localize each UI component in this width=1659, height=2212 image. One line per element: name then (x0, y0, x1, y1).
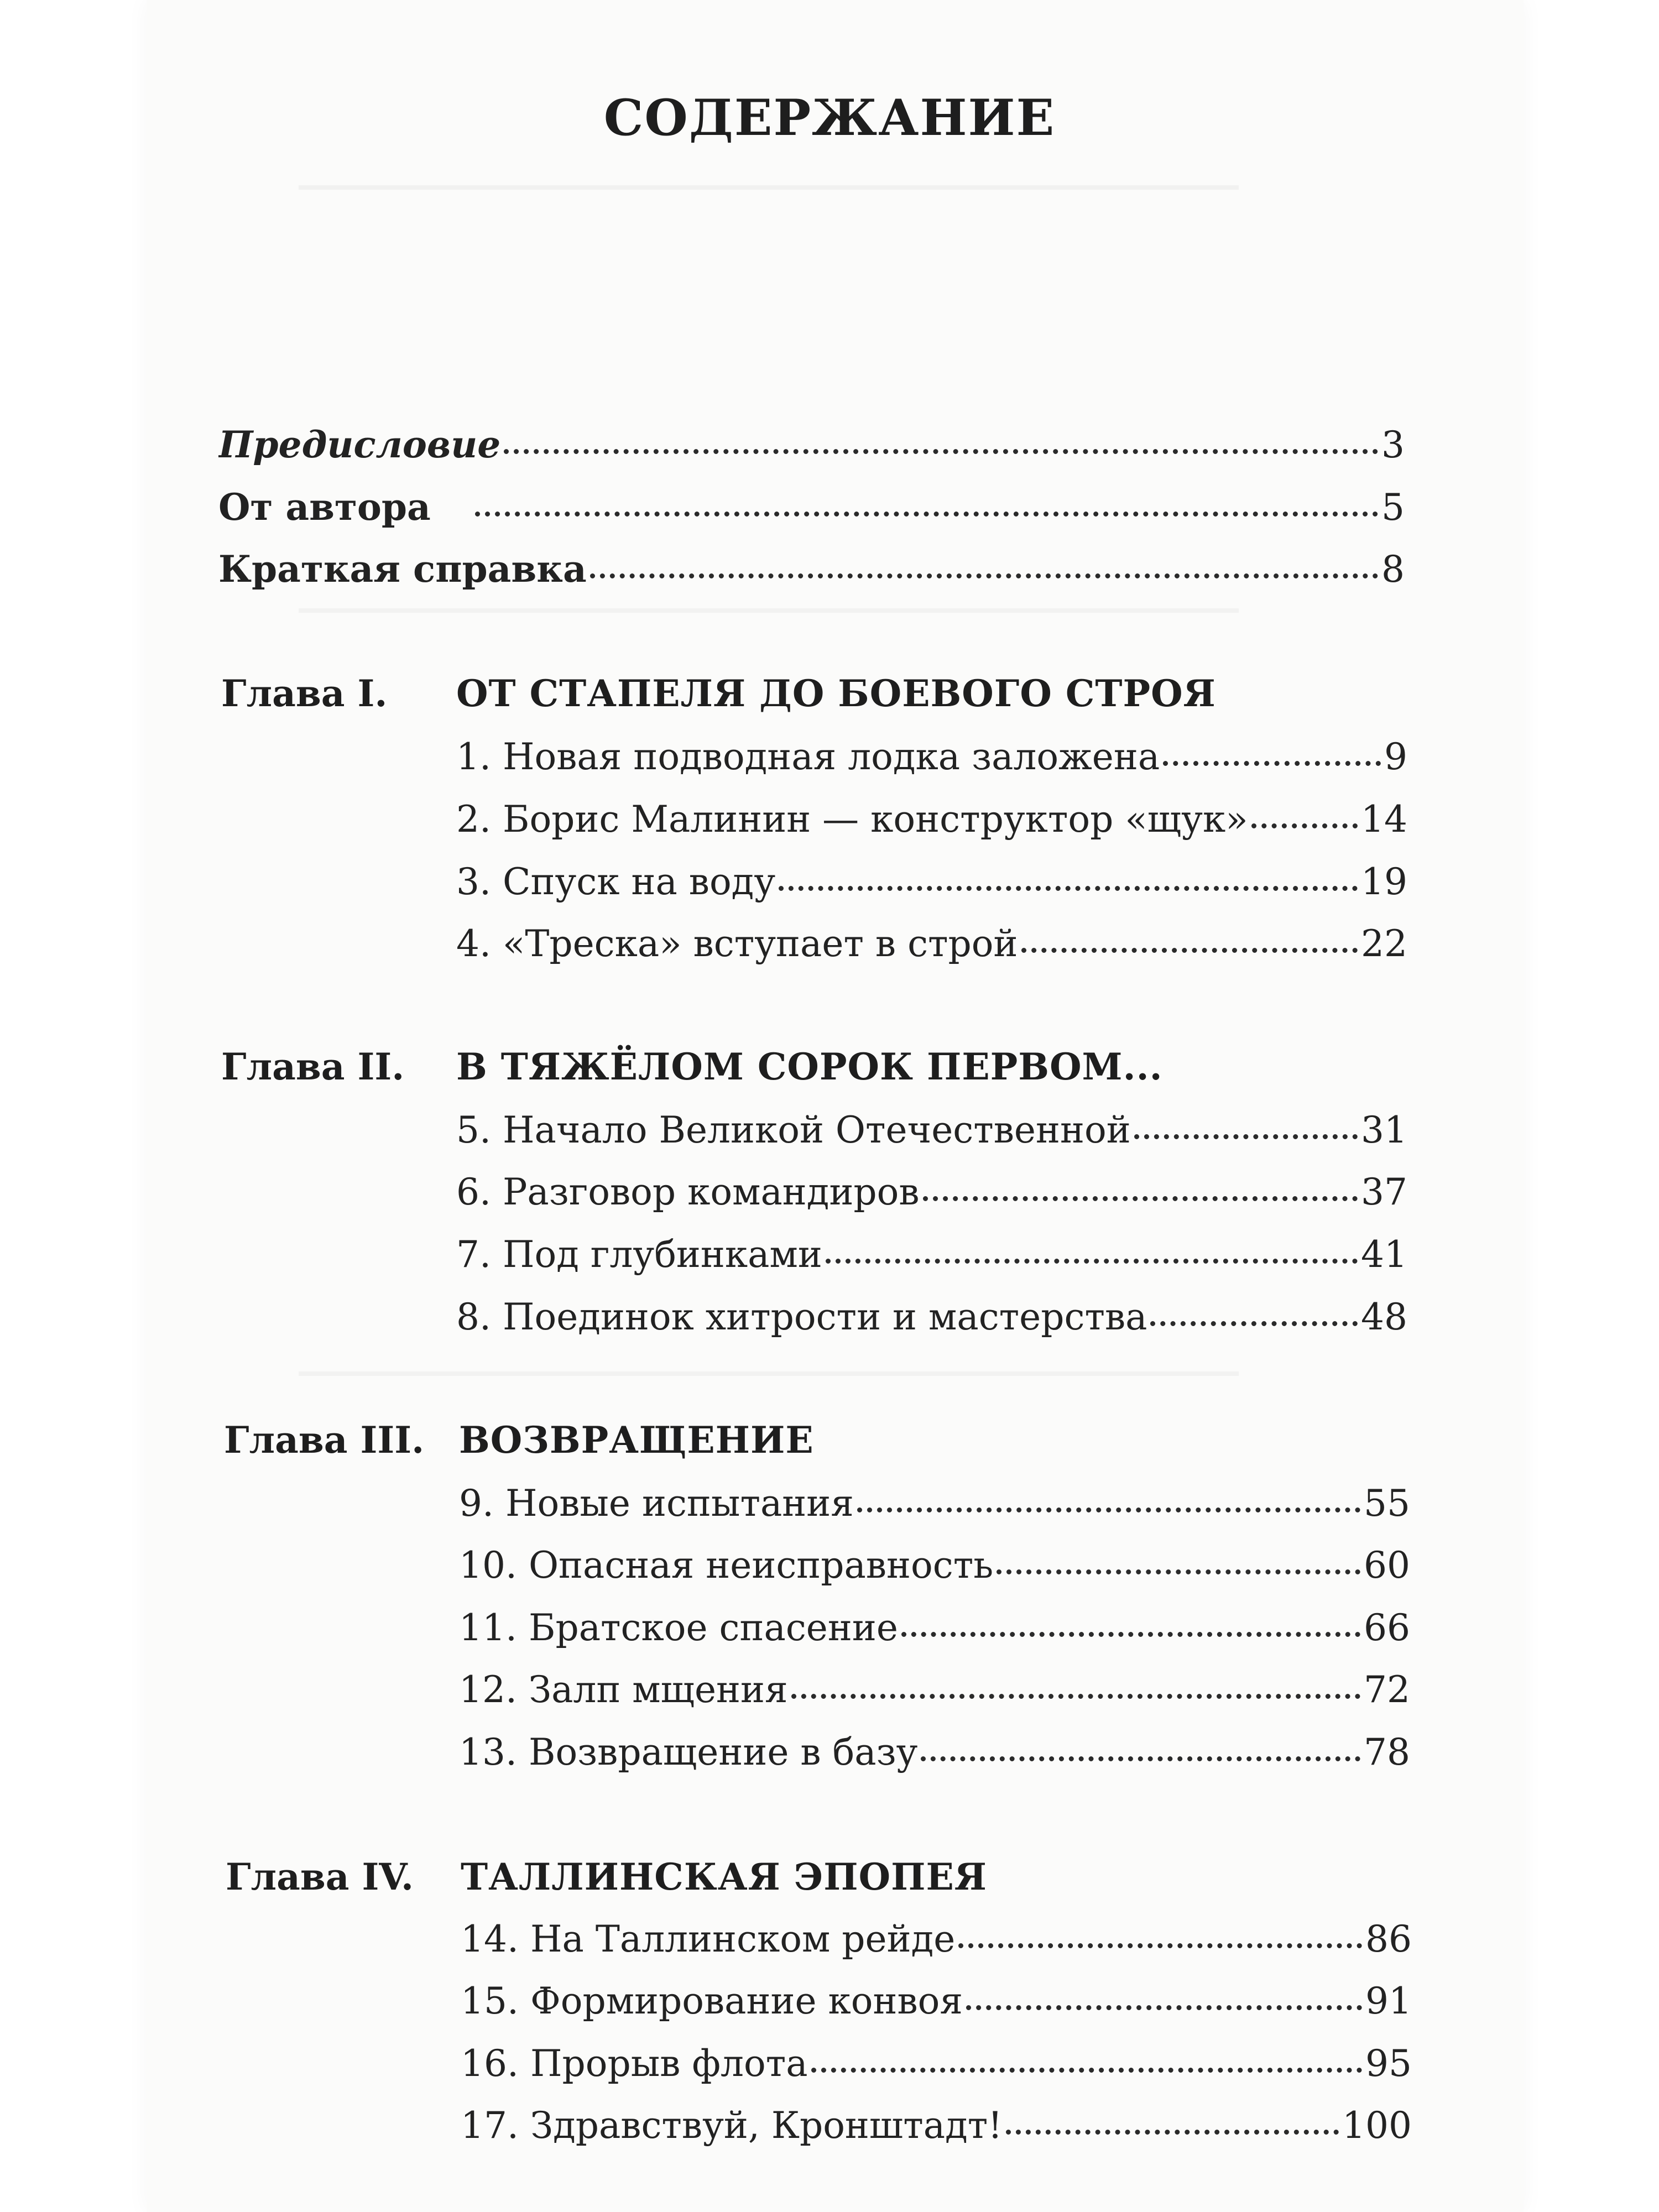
dot-leader (1021, 948, 1358, 953)
toc-entry-preface (218, 423, 1405, 478)
toc-section (459, 1482, 1410, 1537)
toc-entry-label: 7. Под глубинками (456, 1233, 822, 1276)
toc-entry-label: 16. Прорыв флота (461, 2042, 808, 2085)
toc-section (459, 1668, 1410, 1724)
dot-leader (1150, 1321, 1358, 1326)
toc-page-number: 8 (1381, 548, 1405, 591)
toc-page-number: 9 (1384, 735, 1407, 778)
dot-leader (1251, 823, 1358, 828)
dot-leader (1134, 1134, 1358, 1139)
dot-leader (923, 1196, 1358, 1201)
toc-section (456, 798, 1407, 853)
page-title: СОДЕРЖАНИЕ (603, 88, 1056, 147)
toc-section (456, 860, 1407, 916)
dot-leader (958, 1943, 1362, 1948)
chapter-label: Глава II. (221, 1045, 405, 1088)
chapter-heading (226, 1855, 1412, 1905)
toc-entry-label: 1. Новая подводная лодка заложена (456, 735, 1160, 778)
toc-entry-label: От автора (218, 486, 431, 529)
toc-section (461, 1980, 1412, 2035)
dot-leader (811, 2068, 1362, 2073)
dot-leader (1163, 761, 1381, 766)
toc-section (456, 1171, 1407, 1226)
toc-page-number: 14 (1361, 798, 1407, 841)
toc-page-number: 60 (1364, 1544, 1410, 1587)
toc-page-number: 78 (1364, 1731, 1410, 1773)
chapter-heading (221, 1045, 1407, 1095)
toc-section (459, 1731, 1410, 1786)
toc-entry-label: 2. Борис Малинин — конструктор «щук» (456, 798, 1248, 841)
toc-section (456, 922, 1407, 978)
toc-page-number: 95 (1365, 2042, 1412, 2085)
dot-leader (475, 512, 1378, 517)
toc-entry-label: 5. Начало Великой Отечественной (456, 1109, 1131, 1151)
toc-section (459, 1544, 1410, 1599)
toc-section (461, 2042, 1412, 2098)
dot-leader (791, 1694, 1360, 1699)
toc-section (459, 1606, 1410, 1662)
toc-entry-label: Краткая справка (218, 547, 587, 591)
toc-entry-label: 13. Возвращение в базу (459, 1731, 918, 1773)
dot-leader (504, 449, 1378, 454)
dot-leader (997, 1569, 1360, 1574)
toc-entry-label: Предисловие (218, 423, 501, 466)
dot-leader (966, 2005, 1362, 2010)
show-through-line (299, 608, 1239, 613)
toc-entry-summary (218, 547, 1405, 603)
toc-entry-label: 9. Новые испытания (459, 1482, 854, 1525)
toc-section (456, 1233, 1407, 1288)
toc-page-number: 31 (1361, 1109, 1407, 1151)
toc-entry-label: 10. Опасная неисправность (459, 1544, 994, 1587)
dot-leader (921, 1756, 1360, 1761)
toc-page-number: 22 (1361, 922, 1407, 965)
show-through-line (299, 185, 1239, 190)
toc-page-number: 3 (1381, 424, 1405, 466)
chapter-title: ВОЗВРАЩЕНИЕ (459, 1418, 814, 1462)
toc-page-number: 86 (1365, 1918, 1412, 1960)
toc-page-number: 66 (1364, 1606, 1410, 1649)
toc-page-number: 41 (1361, 1233, 1407, 1276)
toc-section (461, 2104, 1412, 2159)
dot-leader (857, 1507, 1360, 1512)
toc-entry-label: 14. На Таллинском рейде (461, 1918, 956, 1960)
toc-entry-label: 4. «Треска» вступает в строй (456, 922, 1018, 965)
toc-page-number: 19 (1361, 860, 1407, 903)
toc-page-number: 5 (1381, 486, 1405, 529)
toc-entry-label: 15. Формирование конвоя (461, 1980, 963, 2022)
toc-section (456, 1296, 1407, 1351)
chapter-label: Глава I. (221, 672, 388, 715)
chapter-heading (224, 1418, 1410, 1468)
chapter-title: ОТ СТАПЕЛЯ ДО БОЕВОГО СТРОЯ (456, 672, 1216, 715)
toc-entry-label: 11. Братское спасение (459, 1606, 898, 1649)
toc-entry-author (218, 486, 1405, 541)
toc-entry-label: 8. Поединок хитрости и мастерства (456, 1296, 1147, 1338)
toc-page-number: 37 (1361, 1171, 1407, 1213)
toc-entry-label: 6. Разговор командиров (456, 1171, 920, 1213)
toc-page-number: 48 (1361, 1296, 1407, 1338)
chapter-label: Глава III. (224, 1418, 425, 1462)
chapter-title: В ТЯЖЁЛОМ СОРОК ПЕРВОМ... (456, 1045, 1163, 1088)
chapter-label: Глава IV. (226, 1855, 414, 1898)
toc-page-number: 100 (1342, 2104, 1412, 2147)
toc-entry-label: 12. Залп мщения (459, 1668, 788, 1711)
toc-section (456, 735, 1407, 791)
dot-leader (826, 1259, 1358, 1264)
toc-section (461, 1918, 1412, 1973)
toc-section (456, 1109, 1407, 1164)
show-through-line (299, 1371, 1239, 1376)
toc-page-number: 55 (1364, 1482, 1410, 1525)
chapter-title: ТАЛЛИНСКАЯ ЭПОПЕЯ (461, 1855, 987, 1898)
dot-leader (779, 886, 1358, 891)
dot-leader (901, 1632, 1360, 1637)
toc-page-number: 72 (1364, 1668, 1410, 1711)
dot-leader (1006, 2130, 1339, 2135)
toc-entry-label: 3. Спуск на воду (456, 860, 776, 903)
toc-entry-label: 17. Здравствуй, Кронштадт! (461, 2104, 1003, 2147)
toc-page-number: 91 (1365, 1980, 1412, 2022)
dot-leader (590, 573, 1378, 578)
chapter-heading (221, 672, 1407, 722)
